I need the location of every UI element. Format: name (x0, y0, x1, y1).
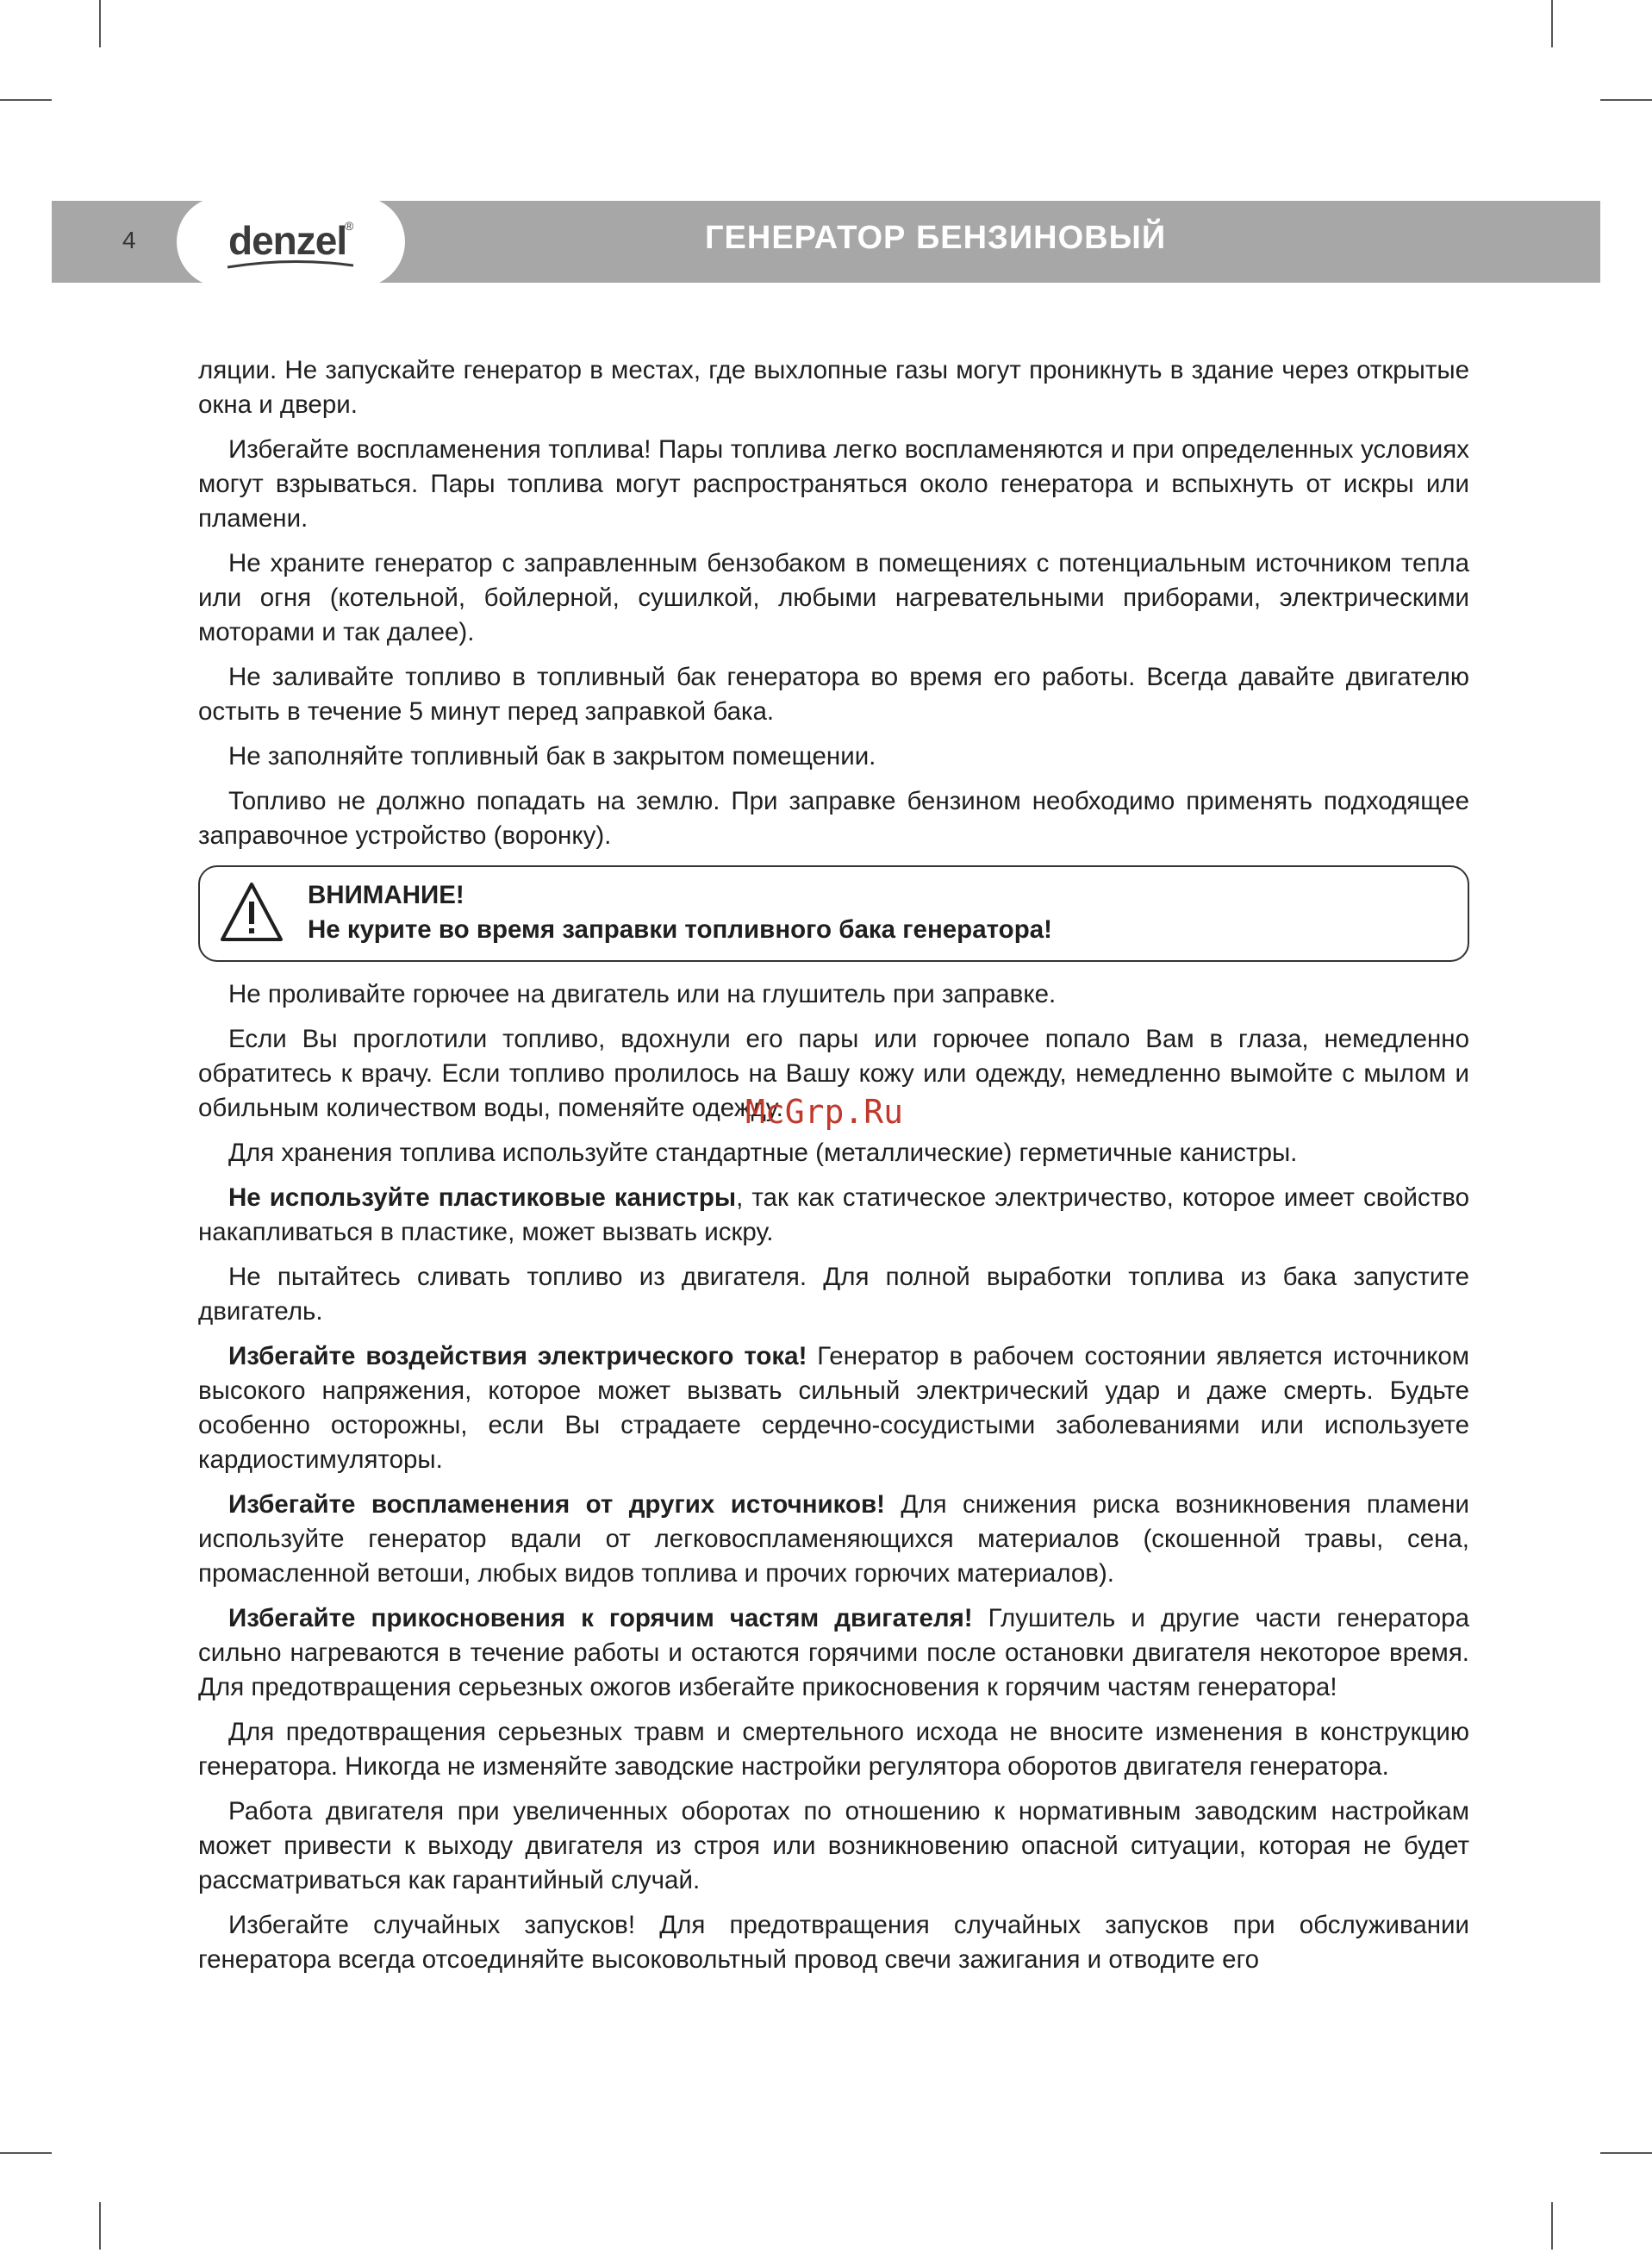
crop-mark (99, 0, 101, 47)
brand-logo: denzel (228, 218, 347, 263)
crop-mark (1600, 2152, 1652, 2154)
warning-triangle-icon (219, 881, 284, 943)
document-body (198, 353, 1469, 1988)
bold-lead: Избегайте прикосновения к горячим частям двигателя! (228, 1604, 973, 1632)
bold-lead: Избегайте воздействия электрического тока! (228, 1342, 807, 1370)
paragraph: ляции. Не запускайте генератор в местах, где выхлопные газы могут проникнуть в здание через открытые окна и двери. (198, 356, 1469, 419)
paragraph (198, 1339, 1469, 1477)
paragraph: Для хранения топлива используйте стандартные (металлические) герметичные канистры. (228, 1139, 1298, 1167)
paragraph (198, 1181, 1469, 1250)
paragraph: Работа двигателя при увеличенных оборотах по отношению к нормативным заводским настройкам может привести к выходу двигателя из строя или возникновению опасной ситуации, которая не будет рассматриваться как гарантийный случай. (198, 1797, 1469, 1894)
page-title: ГЕНЕРАТОР БЕНЗИНОВЫЙ (705, 220, 1167, 256)
paragraph: Избегайте воспламенения топлива! Пары топлива легко воспламеняются и при определенных условиях могут взрываться. Пары топлива могут распространяться около генератора и вспыхнуть от искры или пламени. (198, 435, 1469, 533)
warning-box (198, 865, 1469, 962)
paragraph: Не пытайтесь сливать топливо из двигателя. Для полной выработки топлива из бака запустите двигатель. (198, 1263, 1469, 1326)
paragraph-text: Для снижения риска возникновения пламени используйте генератор вдали от легковоспламеняющихся материалов (скошенной травы, сена, промасленной ветоши, любых видов топлива и прочих горючих материалов). (198, 1490, 1469, 1588)
crop-mark (0, 99, 52, 101)
paragraph-text: Генератор в рабочем состоянии является источником высокого напряжения, которое может вызвать сильный электрический удар и даже смерть. Будьте особенно осторожны, если Вы страдаете сердечно-сосудистыми заболеваниями или используете кардиостимуляторы. (198, 1342, 1470, 1474)
crop-mark (1600, 99, 1652, 101)
paragraph-text: , так как статическое электричество, которое имеет свойство накапливаться в пластике, может вызвать искру. (198, 1183, 1469, 1246)
crop-mark (1551, 2202, 1553, 2250)
paragraph-text: Глушитель и другие части генератора сильно нагреваются в течение работы и остаются горячими после остановки двигателя некоторое время. Для предотвращения серьезных ожогов избегайте прикосновения к горячим частям генератора! (198, 1604, 1469, 1701)
bold-lead: Избегайте воспламенения от других источников! (228, 1490, 886, 1519)
paragraph (198, 1601, 1469, 1705)
paragraph: Топливо не должно попадать на землю. При заправке бензином необходимо применять подходящее заправочное устройство (воронку). (198, 787, 1469, 850)
warning-title: ВНИМАНИЕ! (308, 881, 464, 909)
logo-swoosh-icon (226, 259, 355, 271)
paragraph (198, 1488, 1469, 1591)
warning-text: Не курите во время заправки топливного бака генератора! (308, 915, 1052, 944)
paragraph: Для предотвращения серьезных травм и смертельного исхода не вносите изменения в конструкцию генератора. Никогда не изменяйте заводские настройки регулятора оборотов двигателя генератора. (198, 1718, 1469, 1781)
bold-lead: Не используйте пластиковые канистры (228, 1183, 737, 1212)
paragraph: Если Вы проглотили топливо, вдохнули его пары или горючее попало Вам в глаза, немедленно обратитесь к врачу. Если топливо пролилось на Вашу кожу или одежду, немедленно вымойте с мылом и обильным количеством воды, поменяйте одежду. (198, 1025, 1469, 1122)
registered-mark: ® (345, 219, 354, 233)
paragraph: Не заполняйте топливный бак в закрытом помещении. (228, 742, 876, 771)
paragraph: Избегайте случайных запусков! Для предотвращения случайных запусков при обслуживании генератора всегда отсоединяйте высоковольтный провод свечи зажигания и отводите его (198, 1911, 1469, 1974)
page-number: 4 (122, 227, 136, 253)
paragraph: Не заливайте топливо в топливный бак генератора во время его работы. Всегда давайте двигателю остыть в течение 5 минут перед заправкой бака. (198, 663, 1469, 726)
crop-mark (0, 2152, 52, 2154)
crop-mark (1551, 0, 1553, 47)
crop-mark (99, 2202, 101, 2250)
paragraph: Не проливайте горючее на двигатель или на глушитель при заправке. (228, 980, 1057, 1008)
paragraph: Не храните генератор с заправленным бензобаком в помещениях с потенциальным источником тепла или огня (котельной, бойлерной, сушилкой, любыми нагревательными приборами, электрическими моторами и так далее). (198, 549, 1469, 646)
watermark: McGrp.Ru (745, 1093, 904, 1131)
